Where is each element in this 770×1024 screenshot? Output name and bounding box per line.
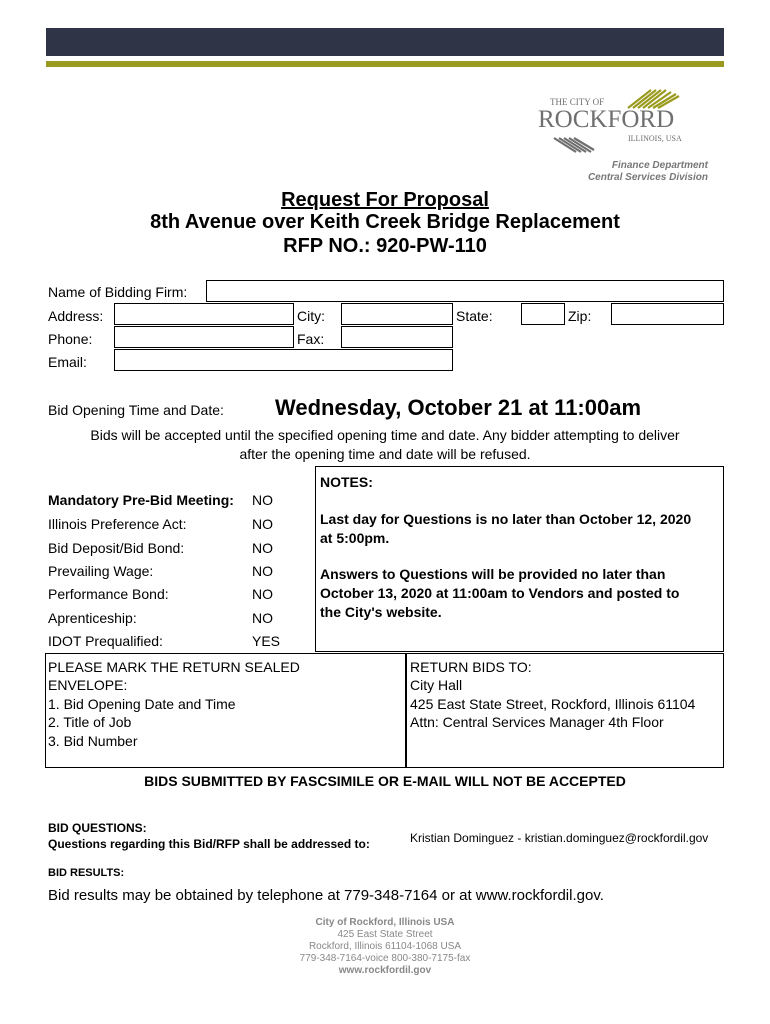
notes-answers-2: October 13, 2020 at 11:00am to Vendors and posted to bbox=[320, 585, 680, 601]
req-value-idot: YES bbox=[252, 633, 281, 649]
city-logo bbox=[536, 86, 708, 156]
req-label-performance-bond: Performance Bond: bbox=[48, 586, 169, 602]
envelope-line-1: PLEASE MARK THE RETURN SEALED bbox=[48, 659, 300, 675]
req-value-bid-bond: NO bbox=[252, 540, 273, 556]
fax-warning: BIDS SUBMITTED BY FASCSIMILE OR E-MAIL WILL NOT BE ACCEPTED bbox=[144, 773, 626, 789]
email-field[interactable] bbox=[114, 349, 453, 371]
req-label-preference: Illinois Preference Act: bbox=[48, 516, 187, 532]
zip-label: Zip: bbox=[568, 308, 592, 324]
fax-field[interactable] bbox=[341, 326, 453, 348]
notes-box bbox=[315, 466, 724, 652]
req-label-prebid: Mandatory Pre-Bid Meeting: bbox=[48, 492, 234, 508]
notes-answers-1: Answers to Questions will be provided no later than bbox=[320, 566, 666, 582]
bid-questions-heading: BID QUESTIONS: bbox=[48, 821, 147, 835]
bid-opening-label: Bid Opening Time and Date: bbox=[48, 402, 224, 418]
state-label: State: bbox=[456, 308, 493, 324]
rfp-number: RFP NO.: 920-PW-110 bbox=[283, 235, 487, 257]
phone-field[interactable] bbox=[114, 326, 294, 348]
header-bar bbox=[46, 28, 724, 56]
division-name: Central Services Division bbox=[587, 172, 708, 183]
req-label-apprenticeship: Aprenticeship: bbox=[48, 610, 137, 626]
bid-results-text: Bid results may be obtained by telephone at 779-348-7164 or at www.rockfordil.gov. bbox=[48, 887, 604, 904]
footer-phone: 779-348-7164-voice 800-380-7175-fax bbox=[299, 953, 471, 964]
return-line-2: City Hall bbox=[410, 677, 463, 693]
state-field[interactable] bbox=[521, 303, 565, 325]
page-title: Request For Proposal bbox=[281, 189, 489, 211]
bid-questions-text: Questions regarding this Bid/RFP shall be addressed to: bbox=[48, 837, 370, 851]
city-label: City: bbox=[297, 308, 325, 324]
req-value-prebid: NO bbox=[252, 492, 273, 508]
bidding-firm-field[interactable] bbox=[206, 280, 724, 302]
notes-questions-2: at 5:00pm. bbox=[320, 530, 390, 546]
envelope-line-2: ENVELOPE: bbox=[48, 677, 128, 693]
fax-label: Fax: bbox=[297, 331, 325, 347]
footer-city-zip: Rockford, Illinois 61104-1068 USA bbox=[308, 941, 462, 952]
bid-opening-date: Wednesday, October 21 at 11:00am bbox=[275, 395, 642, 420]
footer-city: City of Rockford, Illinois USA bbox=[315, 917, 455, 928]
req-label-prevailing-wage: Prevailing Wage: bbox=[48, 563, 154, 579]
bid-questions-contact: Kristian Dominguez - kristian.dominguez@rockfordil.gov bbox=[410, 831, 709, 845]
req-label-idot: IDOT Prequalified: bbox=[48, 633, 163, 649]
footer-street: 425 East State Street bbox=[337, 929, 433, 940]
envelope-line-5: 3. Bid Number bbox=[48, 733, 138, 749]
logo-line-1: THE CITY OF bbox=[550, 97, 605, 107]
return-line-1: RETURN BIDS TO: bbox=[410, 659, 532, 675]
envelope-line-3: 1. Bid Opening Date and Time bbox=[48, 696, 236, 712]
envelope-line-4: 2. Title of Job bbox=[48, 714, 132, 730]
project-title: 8th Avenue over Keith Creek Bridge Replacement bbox=[150, 211, 620, 233]
req-value-prevailing-wage: NO bbox=[252, 563, 273, 579]
notes-heading: NOTES: bbox=[320, 474, 373, 490]
bid-opening-note-2: after the opening time and date will be refused. bbox=[239, 446, 531, 462]
req-value-performance-bond: NO bbox=[252, 586, 273, 602]
req-value-apprenticeship: NO bbox=[252, 610, 273, 626]
zip-field[interactable] bbox=[611, 303, 724, 325]
address-label: Address: bbox=[48, 308, 104, 324]
bidding-firm-label: Name of Bidding Firm: bbox=[48, 284, 188, 300]
notes-answers-3: the City's website. bbox=[320, 604, 442, 620]
email-label: Email: bbox=[48, 354, 87, 370]
logo-line-2: ROCKFORD bbox=[538, 106, 675, 133]
footer-website[interactable]: www.rockfordil.gov bbox=[338, 965, 432, 976]
bid-results-heading: BID RESULTS: bbox=[48, 867, 125, 879]
return-line-4: Attn: Central Services Manager 4th Floor bbox=[410, 714, 664, 730]
header-accent-bar bbox=[46, 61, 724, 67]
phone-label: Phone: bbox=[48, 331, 93, 347]
department-name: Finance Department bbox=[611, 160, 708, 171]
logo-line-3: ILLINOIS, USA bbox=[628, 134, 682, 143]
return-line-3: 425 East State Street, Rockford, Illinois 61104 bbox=[410, 696, 696, 712]
address-field[interactable] bbox=[114, 303, 294, 325]
bid-opening-note-1: Bids will be accepted until the specified opening time and date. Any bidder attempting to deliver bbox=[90, 427, 680, 443]
notes-questions-1: Last day for Questions is no later than October 12, 2020 bbox=[320, 511, 692, 527]
city-field[interactable] bbox=[341, 303, 453, 325]
req-value-preference: NO bbox=[252, 516, 273, 532]
req-label-bid-bond: Bid Deposit/Bid Bond: bbox=[48, 540, 185, 556]
